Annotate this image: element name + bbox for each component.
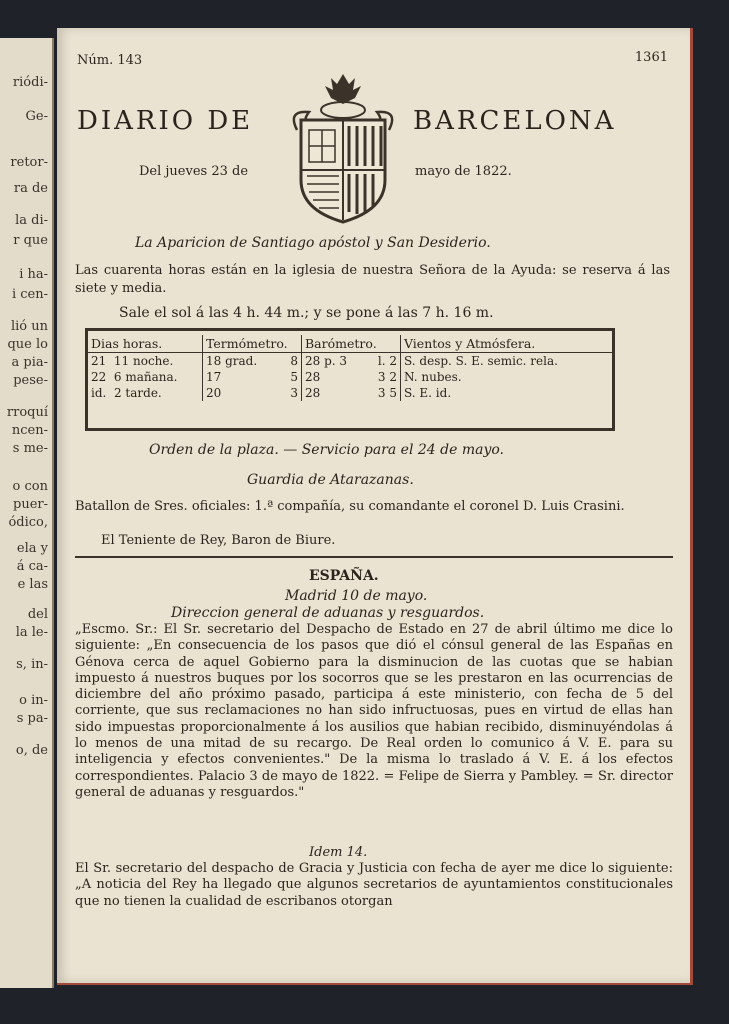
left-fragment: o in- — [19, 693, 48, 708]
page-number: 1361 — [634, 50, 668, 65]
cell-winds: N. nubes. — [401, 369, 613, 385]
cell-hour: 11 noche. — [113, 354, 174, 368]
left-fragment: o con — [12, 479, 48, 494]
left-fragment: s, in- — [16, 657, 48, 672]
left-fragment: i cen- — [11, 287, 48, 302]
left-fragment: rroquí — [6, 405, 48, 420]
col-barometer: Barómetro. — [302, 335, 401, 353]
cell-day: 22 — [91, 370, 107, 384]
section-title: ESPAÑA. — [309, 568, 379, 584]
batallon-text: Batallon de Sres. oficiales: 1.ª compañía, su comandante el coronel D. Luis Crasini. — [75, 499, 625, 514]
guardia-heading: Guardia de Atarazanas. — [247, 472, 414, 488]
orden-plaza-heading: Orden de la plaza. — Servicio para el 24 de mayo. — [149, 442, 505, 458]
left-fragment: á ca- — [16, 559, 48, 574]
col-winds: Vientos y Atmósfera. — [401, 335, 613, 353]
cell-hour: 6 mañana. — [113, 370, 178, 384]
left-fragment: s pa- — [16, 711, 48, 726]
left-fragment: i ha- — [19, 267, 48, 282]
left-fragment: del — [27, 607, 48, 622]
section-divider — [75, 556, 673, 558]
weather-row — [88, 353, 612, 370]
cell-temp: 20 — [206, 386, 222, 400]
left-fragment: s me- — [12, 441, 48, 456]
left-fragment: r que — [13, 233, 48, 248]
cell-temp-frac: 3 — [290, 386, 298, 400]
left-fragment: la le- — [15, 625, 48, 640]
left-fragment: a pia- — [11, 355, 48, 370]
forty-hours-notice: Las cuarenta horas están en la iglesia de nuestra Señora de la Ayuda: se reserva á las siete y media. — [75, 263, 670, 296]
masthead-title-right: BARCELONA — [413, 106, 617, 136]
cell-winds: S. E. id. — [401, 385, 613, 401]
article-body-2: El Sr. secretario del despacho de Gracia y Justicia con fecha de ayer me dice lo siguiente: „A noticia del Rey ha llegado que algunos secretarios de ayuntamientos constitucionales que no tienen la cualidad de escribanos otorgan — [75, 861, 673, 909]
cell-hour: 2 tarde. — [113, 386, 162, 400]
cell-temp: 18 grad. — [206, 354, 258, 368]
cell-temp: 17 — [206, 370, 222, 384]
col-days: Dias horas. — [88, 335, 203, 353]
left-fragment: ódico, — [8, 515, 48, 530]
left-fragment: que lo — [7, 337, 48, 352]
left-fragment: ra de — [13, 181, 48, 196]
left-page-edge — [0, 38, 54, 988]
cell-baro: 28 — [305, 370, 321, 384]
teniente-text: El Teniente de Rey, Baron de Biure. — [101, 533, 336, 548]
issue-number: Núm. 143 — [77, 53, 143, 68]
cell-day: id. — [91, 386, 107, 400]
left-fragment: riódi- — [12, 75, 48, 90]
masthead-title-left: DIARIO DE — [77, 106, 254, 136]
date-right: mayo de 1822. — [415, 164, 512, 179]
sunrise-sunset: Sale el sol á las 4 h. 44 m.; y se pone á las 7 h. 16 m. — [119, 305, 494, 321]
left-fragment: o, de — [15, 743, 48, 758]
weather-row — [88, 385, 612, 401]
cell-temp-frac: 8 — [290, 354, 298, 368]
cell-baro-lines: l. 2 — [377, 354, 397, 368]
cell-day: 21 — [91, 354, 107, 368]
left-fragment: lió un — [10, 319, 48, 334]
left-fragment: la di- — [15, 213, 48, 228]
newspaper-page — [57, 28, 693, 985]
weather-row — [88, 369, 612, 385]
left-fragment: Ge- — [25, 109, 48, 124]
saints-of-day: La Aparicion de Santiago apóstol y San Desiderio. — [135, 235, 491, 251]
left-fragment: e las — [17, 577, 48, 592]
weather-header-row — [88, 335, 612, 353]
cell-temp-frac: 5 — [290, 370, 298, 384]
cell-baro: 28 p. 3 — [305, 354, 348, 368]
left-fragment: pese- — [13, 373, 48, 388]
weather-table — [85, 328, 615, 431]
cell-baro-lines: 3 5 — [377, 386, 397, 400]
col-thermometer: Termómetro. — [203, 335, 302, 353]
left-fragment: puer- — [13, 497, 48, 512]
article-body: „Escmo. Sr.: El Sr. secretario del Despacho de Estado en 27 de abril último me dice lo siguiente: „En consecuencia de los pasos que dió el cónsul general de las Españas en Génova cerca de aquel Gobierno para la disminucion de las cuotas que se habian impuesto á nuestros buques por los socorros que se les prestaron en las ocurrencias de diciembre del año próximo pasado, participa á este ministerio, con fecha de 5 del corriente, que sus reclamaciones no han sido infructuosas, pues en virtud de ellas han sido impuestas proporcionalmente á los ausilios que habian recibido, disminuyéndolas á lo menos de una mitad de su recargo. De Real orden lo comunico á V. E. para su inteligencia y efectos convenientes." De la misma lo traslado á V. E. á los efectos correspondientes. Palacio 3 de mayo de 1822. = Felipe de Sierra y Pambley. = Sr. director general de aduanas y resguardos." — [75, 622, 673, 800]
left-fragment: retor- — [10, 155, 48, 170]
date-left: Del jueves 23 de — [139, 164, 249, 179]
cell-winds: S. desp. S. E. semic. rela. — [401, 353, 613, 370]
left-fragment: ela y — [16, 541, 48, 556]
coat-of-arms-crest — [287, 70, 399, 226]
cell-baro-lines: 3 2 — [377, 370, 397, 384]
idem-heading: Idem 14. — [309, 845, 368, 860]
cell-baro: 28 — [305, 386, 321, 400]
left-fragment: ncen- — [11, 423, 48, 438]
article-heading: Direccion general de aduanas y resguardos. — [171, 605, 485, 621]
dateline: Madrid 10 de mayo. — [285, 588, 428, 604]
